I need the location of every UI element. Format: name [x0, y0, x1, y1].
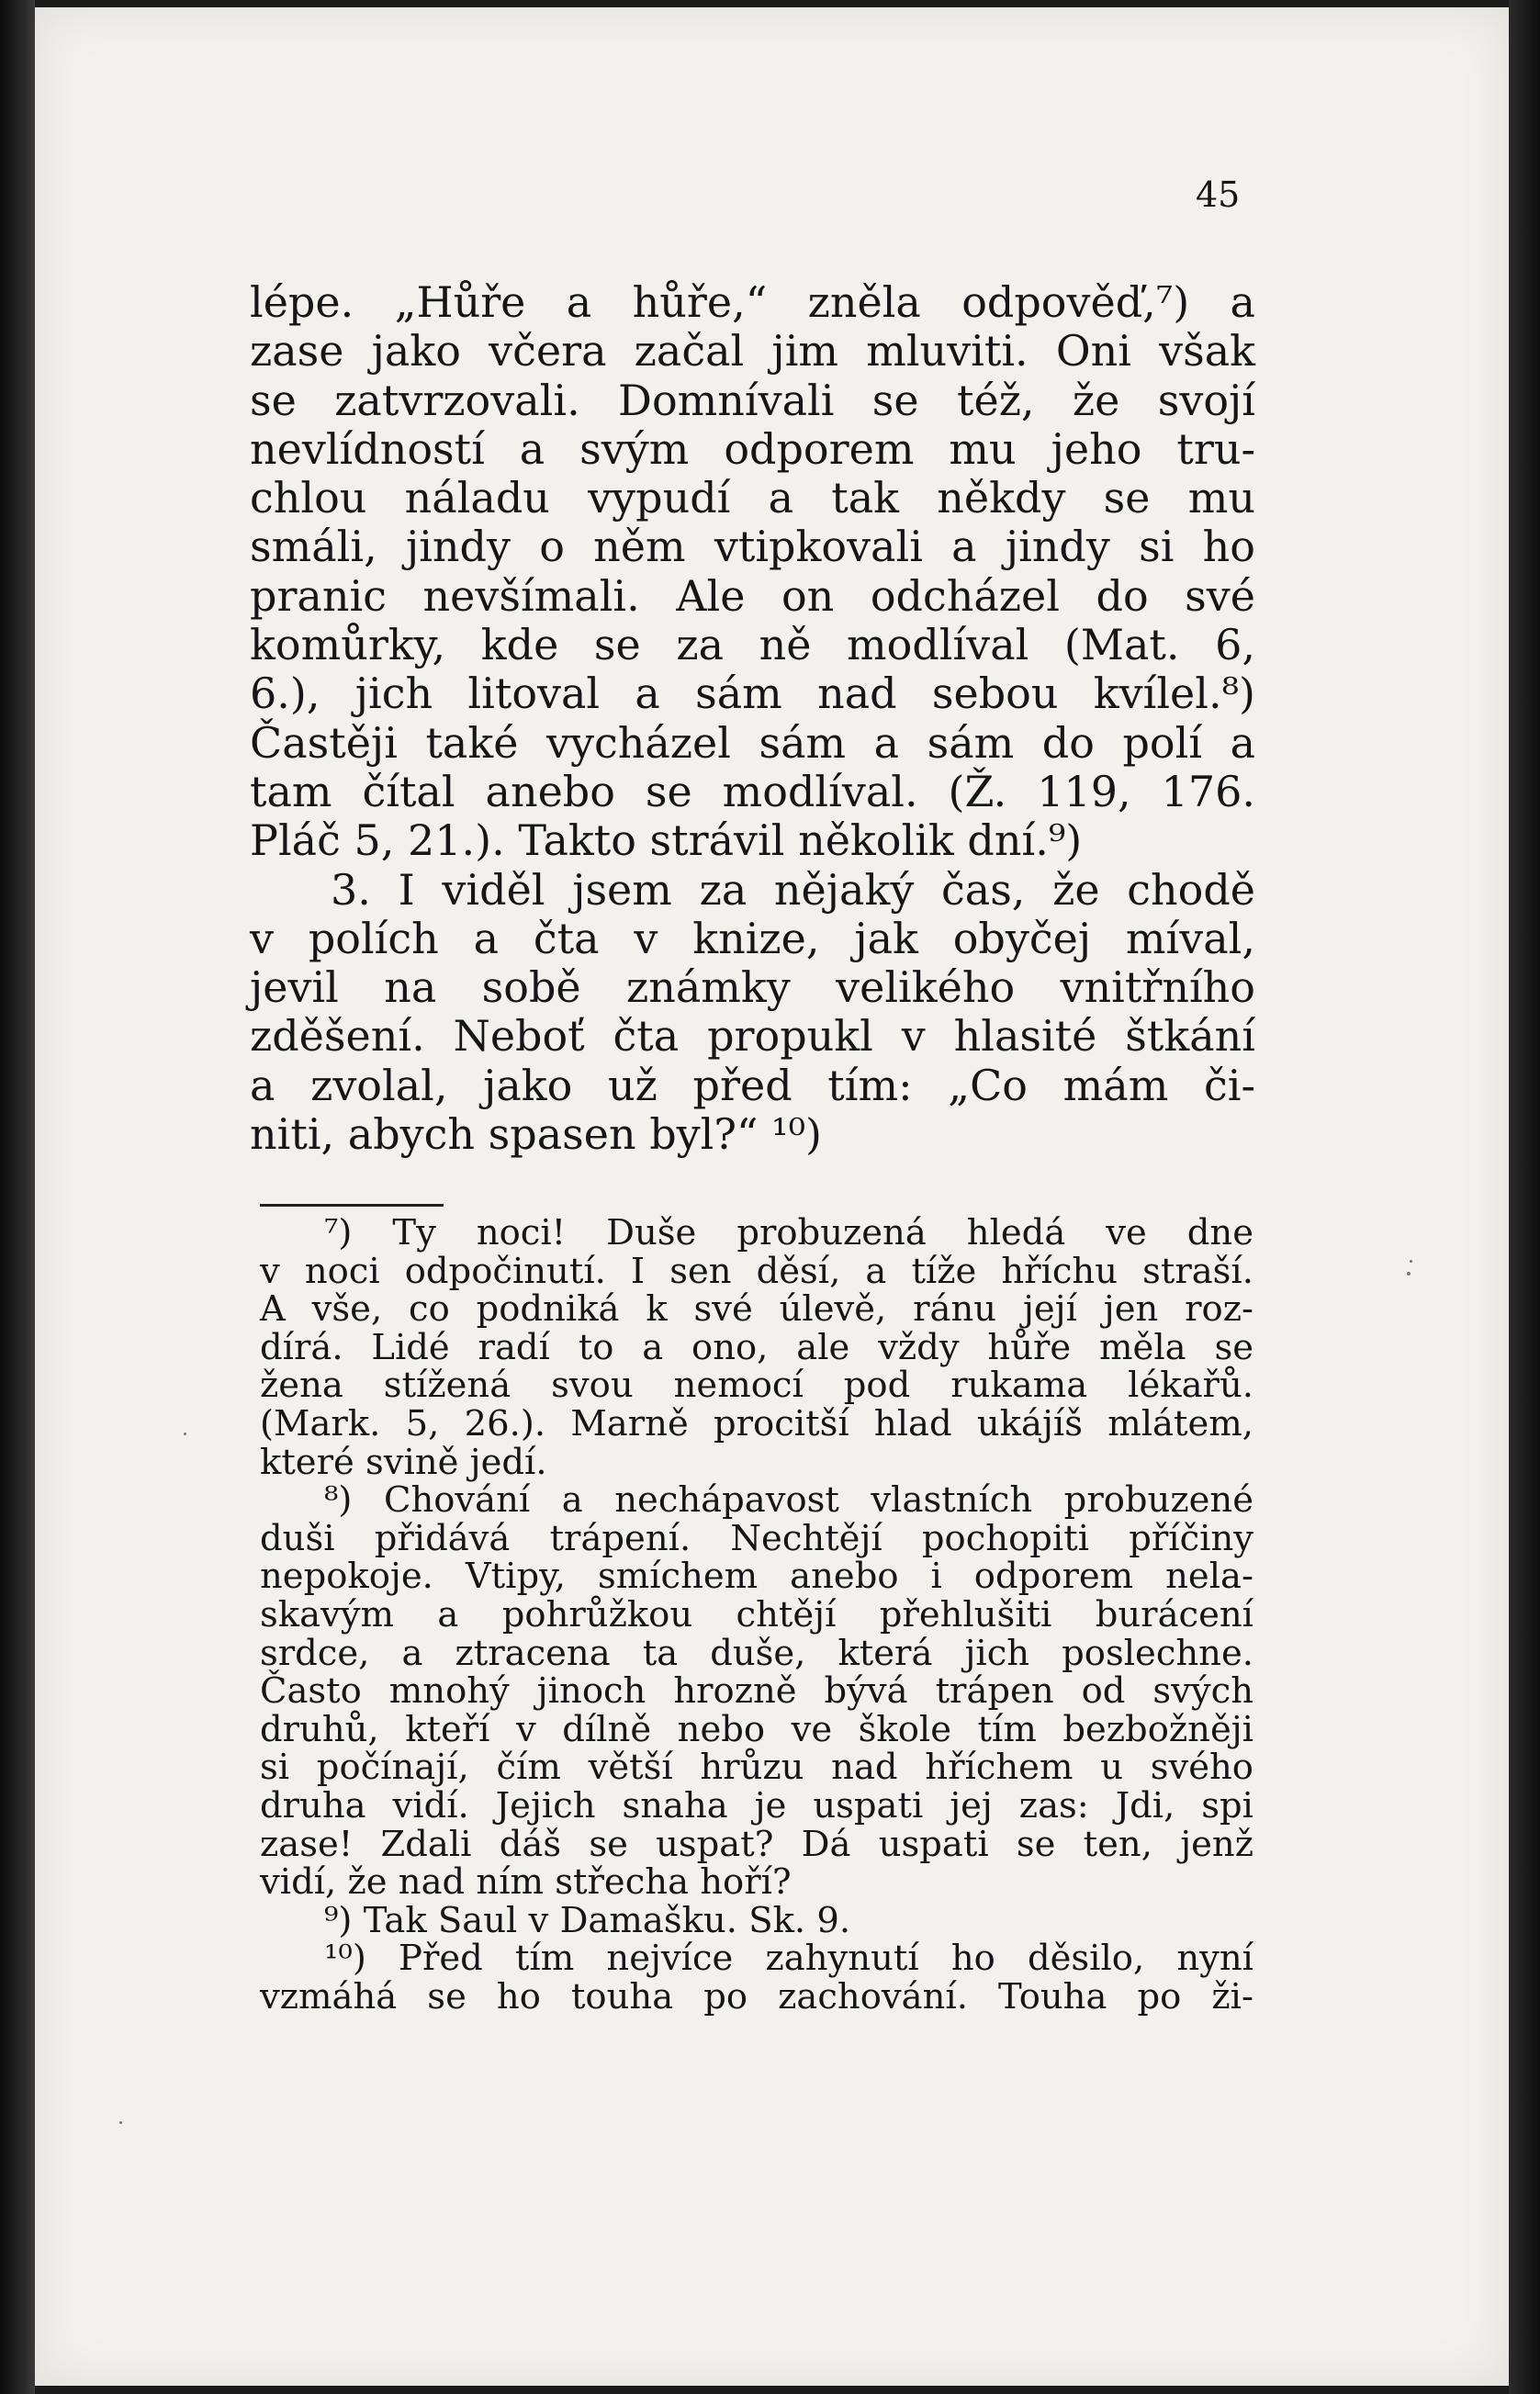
footnote-line: duši přidává trápení. Nechtějí pochopiti příčiny — [260, 1517, 1253, 1559]
footnote-line: nepokoje. Vtipy, smíchem anebo i odporem nela- — [260, 1556, 1253, 1598]
footnote-line: ¹⁰) Před tím nejvíce zahynutí ho děsilo, nyní — [324, 1938, 1253, 1980]
book-binding-edge — [0, 0, 35, 2394]
footnote-line: které svině jedí. — [260, 1441, 547, 1483]
text-line: se zatvrzovali. Domnívali se též, že svojí — [250, 375, 1255, 425]
text-line: jevil na sobě známky velikého vnitřního — [250, 962, 1255, 1013]
text-line: Pláč 5, 21.). Takto strávil několik dní.⁹) — [250, 815, 1083, 866]
text-line: a zvolal, jako už před tím: „Co mám či- — [250, 1060, 1255, 1110]
text-line: v polích a čta v knize, jak obyčej míval, — [250, 913, 1255, 963]
text-line: 3. I viděl jsem za nějaký čas, že chodě — [331, 864, 1255, 915]
text-line: tam čítal anebo se modlíval. (Ž. 119, 176. — [250, 766, 1255, 816]
text-line: niti, abych spasen byl?“ ¹⁰) — [250, 1109, 822, 1160]
footnote-line: si počínají, čím větší hrůzu nad hříchem u svého — [260, 1747, 1253, 1789]
footnote-divider — [260, 1204, 444, 1207]
scan-right-edge — [1509, 0, 1540, 2394]
text-line: 6.), jich litoval a sám nad sebou kvílel.⁸) — [250, 669, 1255, 719]
footnote-line: druhů, kteří v dílně nebo ve škole tím bezbožněji — [260, 1708, 1253, 1750]
text-line: nevlídností a svým odporem mu jeho tru- — [250, 423, 1255, 474]
text-line: Častěji také vycházel sám a sám do polí a — [250, 717, 1255, 768]
footnote-line: žena stížená svou nemocí pod rukama lékařů. — [260, 1365, 1253, 1407]
footnote-line: A vše, co podniká k své úlevě, ránu její jen roz- — [260, 1288, 1253, 1331]
footnote-line: ⁹) Tak Saul v Damašku. Sk. 9. — [324, 1899, 851, 1941]
footnote-line: zase! Zdali dáš se uspat? Dá uspati se ten, jenž — [260, 1823, 1253, 1865]
text-line: pranic nevšímali. Ale on odcházel do své — [250, 570, 1255, 621]
text-line: lépe. „Hůře a hůře,“ zněla odpověď,⁷) a — [250, 277, 1255, 327]
footnote-line: (Mark. 5, 26.). Marně procitší hlad ukájíš mlátem, — [260, 1402, 1253, 1444]
footnote-line: v noci odpočinutí. I sen děsí, a tíže hříchu straší. — [260, 1250, 1253, 1292]
main-text — [250, 278, 1255, 1159]
text-line: komůrky, kde se za ně modlíval (Mat. 6, — [250, 620, 1255, 670]
text-line: smáli, jindy o něm vtipkovali a jindy si ho — [250, 522, 1255, 572]
footnote-line: vidí, že nad ním střecha hoří? — [260, 1861, 792, 1904]
footnote-line: ⁷) Ty noci! Duše probuzená hledá ve dne — [324, 1212, 1253, 1253]
footnote-line: skavým a pohrůžkou chtějí přehlušiti burácení — [260, 1593, 1253, 1635]
footnote-line: srdce, a ztracena ta duše, která jich poslechne. — [260, 1632, 1253, 1674]
footnote-line: Často mnohý jinoch hrozně bývá trápen od svých — [260, 1670, 1253, 1713]
footnote-line: vzmáhá se ho touha po zachování. Touha po ži- — [260, 1975, 1253, 2017]
footnote-line: druha vidí. Jejich snaha je uspati jej zas: Jdi, spi — [260, 1784, 1253, 1826]
text-line: zase jako včera začal jim mluviti. Oni však — [250, 326, 1255, 377]
text-line: chlou náladu vypudí a tak někdy se mu — [250, 473, 1255, 523]
footnote-line: ⁸) Chování a nechápavost vlastních probuzené — [324, 1479, 1253, 1522]
text-line: zděšení. Neboť čta propukl v hlasité štkání — [250, 1011, 1255, 1062]
page-number: 45 — [1196, 174, 1241, 215]
footnote-line: dírá. Lidé radí to a ono, ale vždy hůře měla se — [260, 1326, 1253, 1368]
footnotes — [260, 1214, 1253, 2016]
